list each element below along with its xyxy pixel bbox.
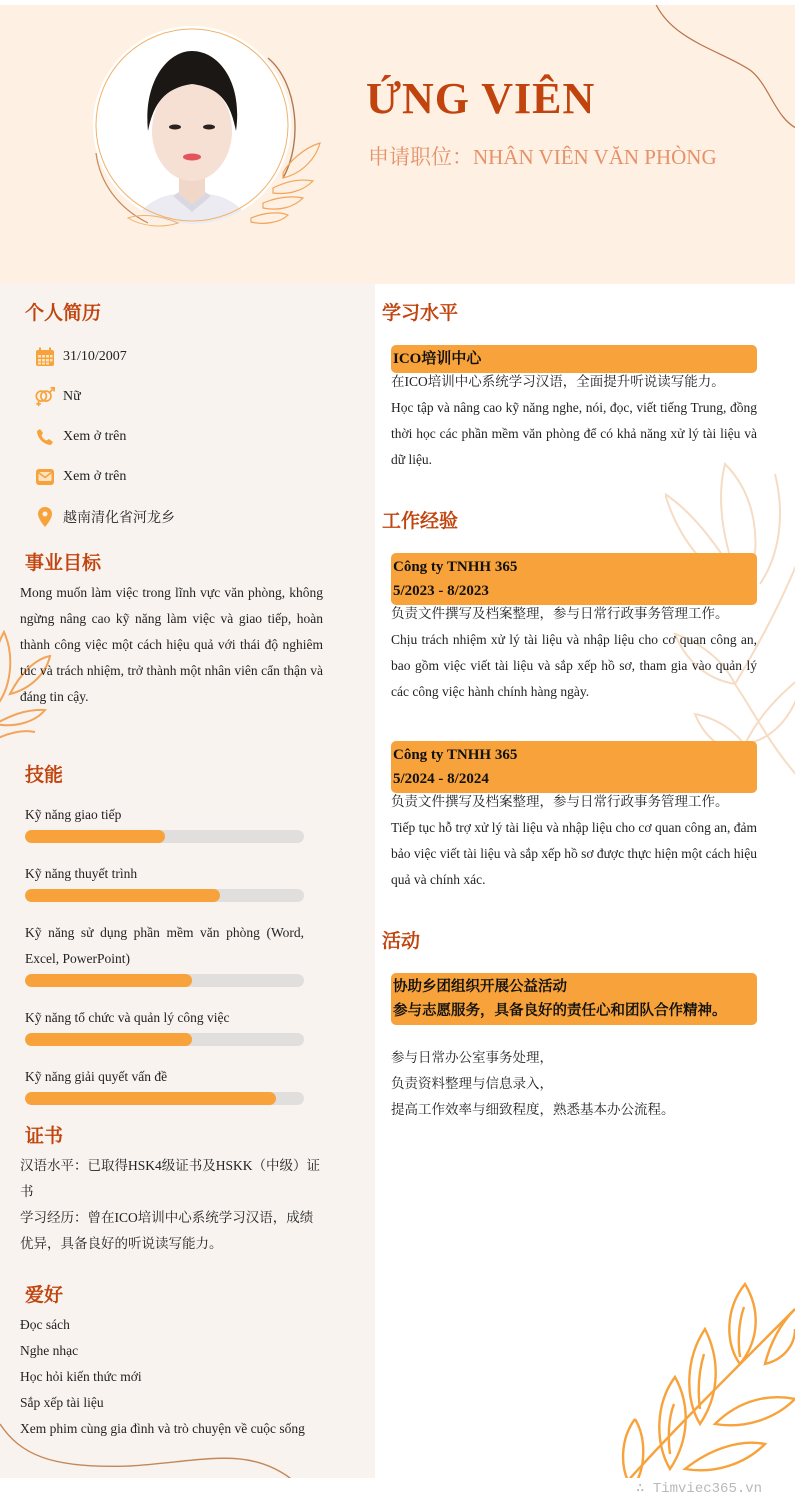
hobby-item: Xem phim cùng gia đình và trò chuyện về cuộc sống [20, 1421, 305, 1436]
hobby-item: Học hỏi kiến thức mới [20, 1369, 142, 1384]
skill-bar-fill [25, 1033, 192, 1046]
activity-description [391, 1045, 757, 1123]
skill-item [25, 1005, 304, 1046]
experience-line: 负责文件撰写及档案整理，参与日常行政事务管理工作。 [391, 606, 729, 621]
leaf-decoration-bottom-right [605, 1269, 795, 1478]
education-description [391, 369, 757, 473]
skill-bar [25, 1092, 304, 1105]
education-line: Học tập và nâng cao kỹ năng nghe, nói, đọc, viết tiếng Trung, đồng thời học các phần mềm văn phòng để có khả năng xử lý tài liệu và dữ liệu. [391, 400, 757, 467]
calendar-icon [34, 346, 56, 368]
applied-position [368, 141, 717, 171]
main-content [375, 284, 795, 1478]
address-value: 越南清化省河龙乡 [63, 511, 175, 526]
avatar [88, 23, 328, 233]
candidate-name: ỨNG VIÊN [366, 74, 596, 123]
phone-value: Xem ở trên [63, 429, 127, 444]
skill-item [25, 802, 304, 843]
skill-label: Kỹ năng tổ chức và quản lý công việc [25, 1010, 230, 1025]
experience-header [391, 741, 757, 793]
skill-bar-fill [25, 1092, 276, 1105]
experience-description [391, 601, 757, 705]
skill-bar [25, 830, 304, 843]
experience-line: 负责文件撰写及档案整理，参与日常行政事务管理工作。 [391, 794, 729, 809]
info-email [34, 466, 126, 488]
education-line: 在ICO培训中心系统学习汉语，全面提升听说读写能力。 [391, 374, 725, 389]
section-title-certificates: 证书 [25, 1125, 64, 1147]
school-name: ICO培训中心 [393, 351, 482, 367]
section-title-hobbies: 爱好 [25, 1284, 64, 1306]
section-title-activities: 活动 [382, 930, 421, 952]
position-value: NHÂN VIÊN VĂN PHÒNG [473, 145, 717, 169]
skill-bar [25, 974, 304, 987]
hobby-item: Đọc sách [20, 1317, 70, 1332]
activity-header [391, 973, 757, 1025]
experience-description [391, 789, 757, 893]
birthdate-value: 31/10/2007 [63, 349, 127, 364]
cv-header [0, 5, 795, 284]
brand-watermark: ∴ Timviec365.vn [636, 1481, 763, 1497]
skill-bar-fill [25, 974, 192, 987]
info-address [34, 506, 175, 528]
activity-subtitle: 参与志愿服务，具备良好的责任心和团队合作精神。 [393, 1003, 727, 1019]
skill-label: Kỹ năng giải quyết vấn đề [25, 1069, 168, 1084]
section-title-experience: 工作经验 [382, 510, 459, 532]
gender-icon [34, 386, 56, 408]
email-icon [34, 466, 56, 488]
skill-label: Kỹ năng sử dụng phần mềm văn phòng (Word, Excel, PowerPoint) [25, 925, 304, 966]
activity-line: 提高工作效率与细致程度，熟悉基本办公流程。 [391, 1102, 675, 1117]
decorative-curve [640, 5, 795, 140]
skill-bar [25, 889, 304, 902]
experience-line: Tiếp tục hỗ trợ xử lý tài liệu và nhập liệu cho cơ quan công an, đảm bảo việc viết tài liệu và sắp xếp hồ sơ được thực hiện một cách hiệu quả và chính xác. [391, 820, 757, 887]
section-title-skills: 技能 [25, 764, 64, 786]
skill-item [25, 1064, 304, 1105]
section-title-objective: 事业目标 [25, 552, 102, 574]
section-title-education: 学习水平 [382, 302, 459, 324]
skill-label: Kỹ năng thuyết trình [25, 866, 138, 881]
experience-header [391, 553, 757, 605]
info-birthdate [34, 346, 127, 368]
section-title-personal: 个人简历 [25, 302, 102, 324]
gender-value: Nữ [63, 389, 81, 404]
info-phone [34, 426, 126, 448]
email-value: Xem ở trên [63, 469, 127, 484]
skill-bar [25, 1033, 304, 1046]
skill-item [25, 861, 304, 902]
company-name: Công ty TNHH 365 [393, 559, 518, 575]
activity-line: 负责资料整理与信息录入， [391, 1076, 553, 1091]
work-period: 5/2024 - 8/2024 [393, 771, 489, 787]
hobby-item: Nghe nhạc [20, 1343, 79, 1358]
hobbies-list [20, 1312, 325, 1442]
skill-label: Kỹ năng giao tiếp [25, 807, 122, 822]
phone-icon [34, 426, 56, 448]
hobby-item: Sắp xếp tài liệu [20, 1395, 104, 1410]
objective-text: Mong muốn làm việc trong lĩnh vực văn phòng, không ngừng nâng cao kỹ năng làm việc và giao tiếp, hoàn thành công việc một cách hiệu quả với thái độ nghiêm túc và trách nhiệm, trở thành một nhân viên cẩn thận và đáng tin cậy. [20, 585, 323, 704]
left-sidebar [0, 284, 375, 1478]
skill-bar-fill [25, 889, 220, 902]
laurel-decoration [88, 23, 328, 233]
info-gender [34, 386, 81, 408]
location-pin-icon [34, 506, 56, 528]
cv-page [0, 5, 795, 1478]
work-period: 5/2023 - 8/2023 [393, 583, 489, 599]
skill-item [25, 920, 304, 987]
experience-line: Chịu trách nhiệm xử lý tài liệu và nhập liệu cho cơ quan công an, bao gồm việc viết tài liệu và sắp xếp hồ sơ, tham gia vào quản lý các công việc hành chính hàng ngày. [391, 632, 757, 699]
activity-title: 协助乡团组织开展公益活动 [393, 979, 567, 995]
company-name: Công ty TNHH 365 [393, 747, 518, 763]
certificate-line: 汉语水平：已取得HSK4级证书及HSKK（中级）证书 [20, 1158, 321, 1199]
skill-bar-fill [25, 830, 165, 843]
position-label: 申请职位： [368, 145, 473, 169]
activity-line: 参与日常办公室事务处理， [391, 1050, 553, 1065]
certificate-line: 学习经历：曾在ICO培训中心系统学习汉语，成绩优异，具备良好的听说读写能力。 [20, 1210, 314, 1251]
